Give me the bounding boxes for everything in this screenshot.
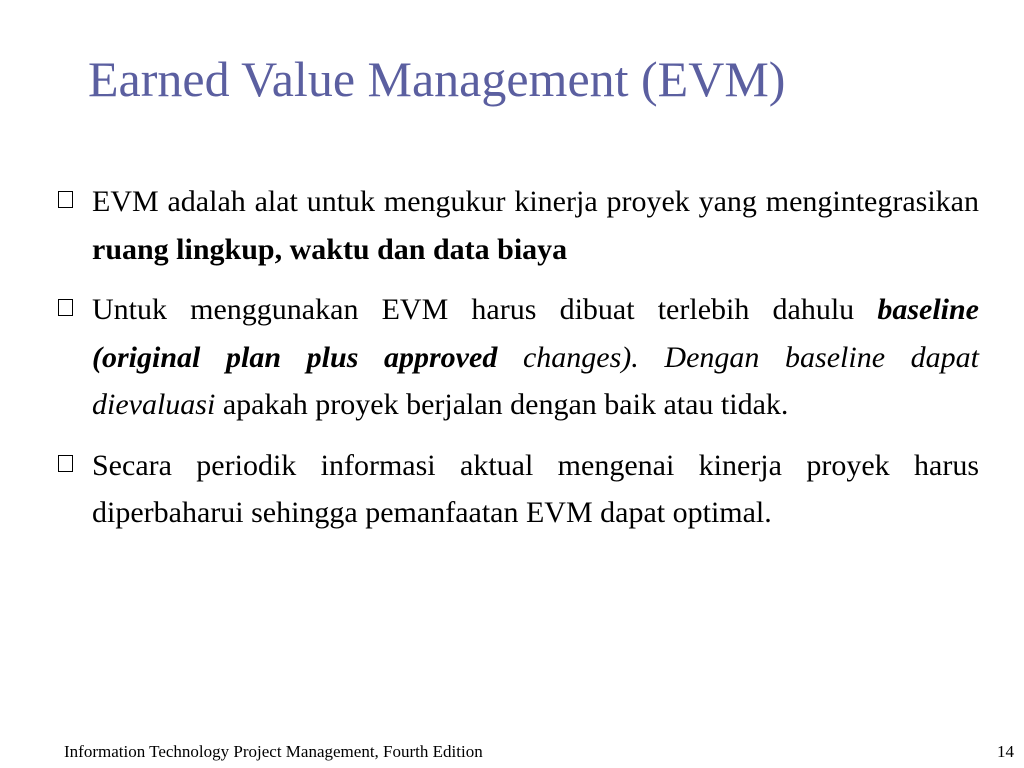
square-bullet-icon [58, 299, 73, 316]
footer-text: Information Technology Project Management, Fourth Edition [64, 742, 483, 761]
bullet-item-2 [58, 286, 979, 429]
bullet-segment-italic: changes). Dengan baseline dapat dievaluasi [92, 340, 980, 421]
slide-title: Earned Value Management (EVM) [88, 51, 786, 107]
bullet-text [92, 293, 979, 421]
bullet-text [92, 449, 979, 530]
bullet-segment: Secara periodik informasi aktual mengenai kinerja proyek harus diperbaharui sehingga pemanfaatan EVM dapat optimal. [92, 448, 979, 529]
slide-body [58, 178, 979, 550]
page-number: 14 [997, 742, 1014, 761]
bullet-segment: Untuk menggunakan EVM harus dibuat terlebih dahulu [92, 293, 878, 326]
square-bullet-icon [58, 455, 73, 472]
bullet-segment: EVM adalah alat untuk mengukur kinerja proyek yang mengintegrasikan [92, 185, 979, 218]
bullet-item-3 [58, 442, 979, 537]
bullet-item-1 [58, 178, 979, 273]
square-bullet-icon [58, 191, 73, 208]
bullet-segment-bold-italic: baseline (original plan plus approved [92, 293, 979, 374]
bullet-segment-bold: ruang lingkup, waktu dan data biaya [92, 232, 568, 266]
bullet-text [92, 185, 979, 266]
bullet-segment: apakah proyek berjalan dengan baik atau tidak. [215, 388, 789, 421]
